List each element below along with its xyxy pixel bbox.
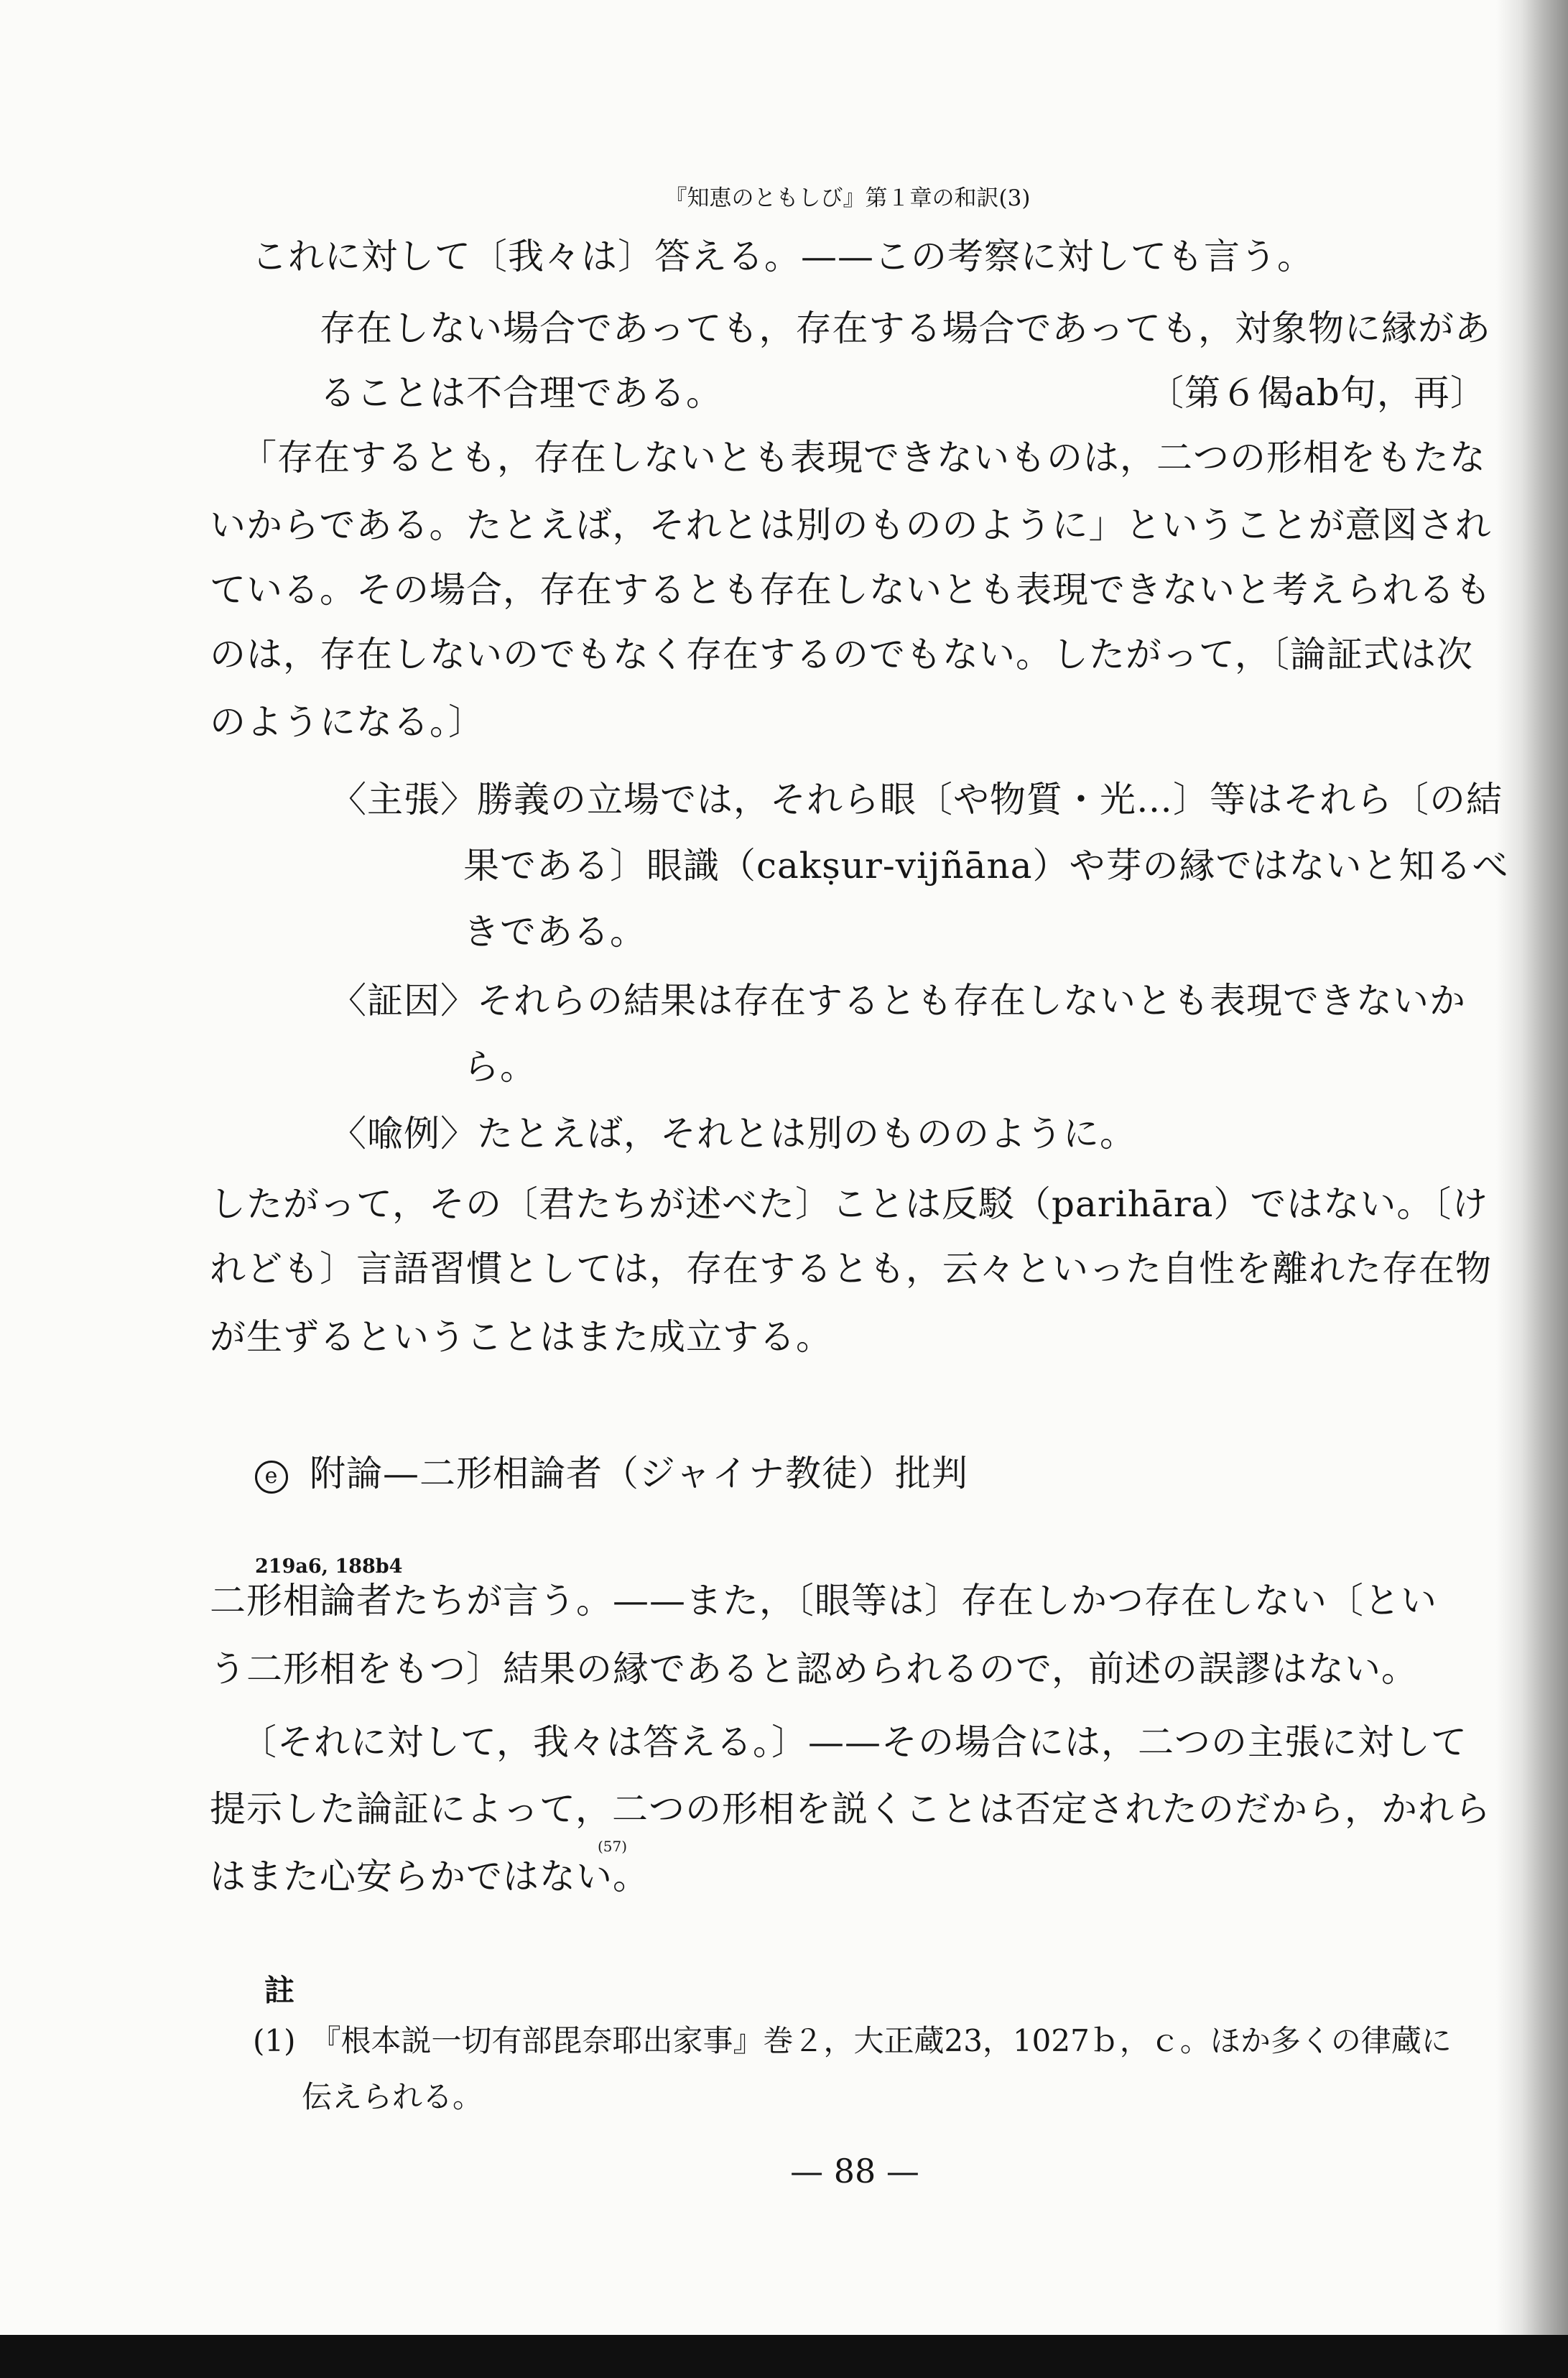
page-number: — 88 — [790, 2152, 919, 2190]
text-line: ている。その場合，存在するとも存在しないとも表現できないと考えられるも [210, 569, 1492, 611]
text-line: はまた心安らかではない。 [210, 1856, 649, 1897]
section-title: 附論—二形相論者（ジャイナ教徒）批判 [310, 1453, 968, 1494]
text-line: これに対して〔我々は〕答える。——この考察に対しても言う。 [251, 236, 1314, 277]
notes-heading: 註 [264, 1973, 295, 2008]
note-item: 伝えられる。 [302, 2079, 483, 2114]
footnote-reference: (57) [598, 1838, 628, 1855]
text-line: 〔それに対して，我々は答える。〕——その場合には，二つの主張に対して [241, 1721, 1467, 1763]
syllogism-thesis: 〈主張〉勝義の立場では，それら眼〔や物質・光…〕等はそれら〔の結 [330, 779, 1503, 820]
text-line: ることは不合理である。 [320, 372, 723, 414]
tibetan-page-reference: 219a6, 188b4 [255, 1555, 403, 1578]
text-line: れども〕言語習慣としては，存在するとも，云々といった自性を離れた存在物 [210, 1248, 1492, 1290]
text-line: 提示した論証によって，二つの形相を説くことは否定されたのだから，かれら [210, 1788, 1491, 1830]
text-line: が生ずるということはまた成立する。 [210, 1316, 832, 1358]
text-line: きである。 [463, 911, 646, 953]
note-item: (1) 『根本説一切有部毘奈耶出家事』巻２，大正蔵23，1027ｂ，ｃ。ほか多くの律蔵に [253, 2023, 1452, 2058]
circled-e-marker: e [255, 1461, 288, 1494]
text-line: 「存在するとも，存在しないとも表現できないものは，二つの形相をもたな [241, 437, 1486, 478]
scan-edge-band [0, 2335, 1568, 2378]
section-heading [255, 1453, 968, 1494]
text-line: のようになる。〕 [210, 701, 485, 743]
verse-reference: 〔第６偈ab句，再〕 [1148, 372, 1487, 414]
book-spine-shadow [1496, 0, 1568, 2378]
text-line: したがって，その〔君たちが述べた〕ことは反駁（parihāra）ではない。〔け [210, 1183, 1489, 1225]
syllogism-reason: 〈証因〉それらの結果は存在するとも存在しないとも表現できないか [330, 980, 1466, 1022]
text-line: ら。 [463, 1046, 537, 1088]
text-line: 果である〕眼識（cakṣur-vijñāna）や芽の縁ではないと知るべ [463, 845, 1509, 887]
text-line: う二形相をもつ〕結果の縁であると認められるので，前述の誤謬はない。 [210, 1648, 1418, 1690]
running-header: 『知恵のともしび』第１章の和訳(3) [664, 185, 1031, 211]
text-line: いからである。たとえば，それとは別のもののように」ということが意図され [210, 504, 1492, 546]
text-line: のは，存在しないのでもなく存在するのでもない。したがって，〔論証式は次 [210, 634, 1473, 675]
syllogism-example: 〈喩例〉たとえば，それとは別のもののように。 [330, 1113, 1136, 1155]
text-line: 存在しない場合であっても，存在する場合であっても，対象物に縁があ [320, 307, 1491, 349]
text-line: 二形相論者たちが言う。——また，〔眼等は〕存在しかつ存在しない〔とい [210, 1580, 1437, 1621]
